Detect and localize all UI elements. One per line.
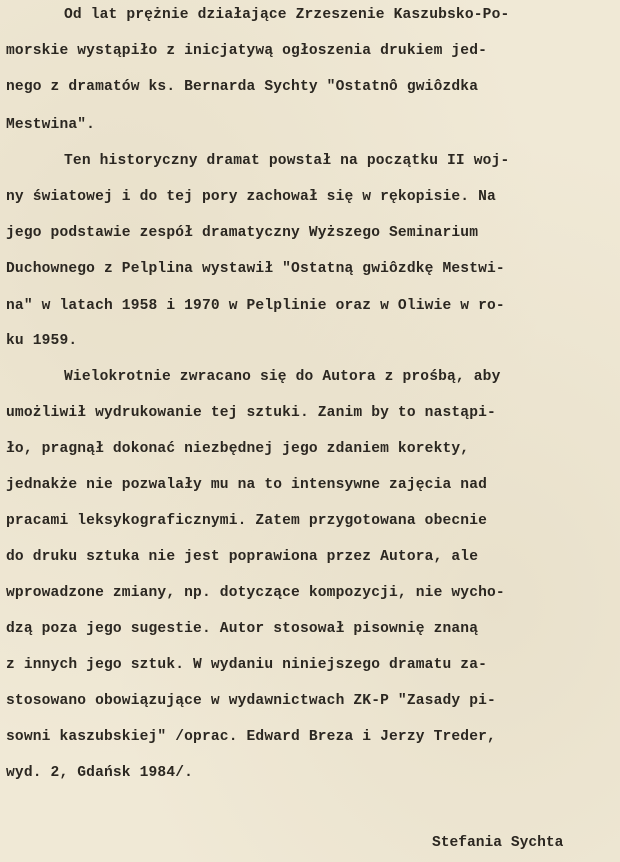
text-line: ku 1959. [6, 333, 78, 349]
text-line: jednakże nie pozwalały mu na to intensywne zajęcia nad [6, 477, 488, 493]
text-line: Wielokrotnie zwracano się do Autora z prośbą, aby [64, 369, 501, 385]
text-line: Ten historyczny dramat powstał na początku II woj- [64, 153, 510, 169]
text-line: sowni kaszubskiej" /oprac. Edward Breza i Jerzy Treder, [6, 729, 496, 745]
text-line: pracami leksykograficznymi. Zatem przygotowana obecnie [6, 513, 488, 529]
text-line: na" w latach 1958 i 1970 w Pelplinie oraz w Oliwie w ro- [6, 298, 505, 314]
text-line: nego z dramatów ks. Bernarda Sychty "Ostatnô gwiôzdka [6, 79, 479, 95]
text-line: z innych jego sztuk. W wydaniu niniejszego dramatu za- [6, 657, 488, 673]
text-line: morskie wystąpiło z inicjatywą ogłoszenia drukiem jed- [6, 43, 488, 59]
text-line: do druku sztuka nie jest poprawiona przez Autora, ale [6, 549, 479, 565]
text-line: jego podstawie zespół dramatyczny Wyższego Seminarium [6, 225, 479, 241]
text-line: ny światowej i do tej pory zachował się w rękopisie. Na [6, 189, 496, 205]
text-line: Od lat prężnie działające Zrzeszenie Kaszubsko-Po- [64, 7, 510, 23]
text-line: wprowadzone zmiany, np. dotyczące kompozycji, nie wycho- [6, 585, 505, 601]
signature: Stefania Sychta [432, 835, 564, 851]
text-line: Duchownego z Pelplina wystawił "Ostatną gwiôzdkę Mestwi- [6, 261, 505, 277]
text-line: ło, pragnął dokonać niezbędnej jego zdaniem korekty, [6, 441, 470, 457]
text-line: wyd. 2, Gdańsk 1984/. [6, 765, 194, 781]
text-line: dzą poza jego sugestie. Autor stosował pisownię znaną [6, 621, 479, 637]
text-line: stosowano obowiązujące w wydawnictwach ZK-P "Zasady pi- [6, 693, 496, 709]
text-line: Mestwina". [6, 117, 96, 133]
text-line: umożliwił wydrukowanie tej sztuki. Zanim by to nastąpi- [6, 405, 496, 421]
